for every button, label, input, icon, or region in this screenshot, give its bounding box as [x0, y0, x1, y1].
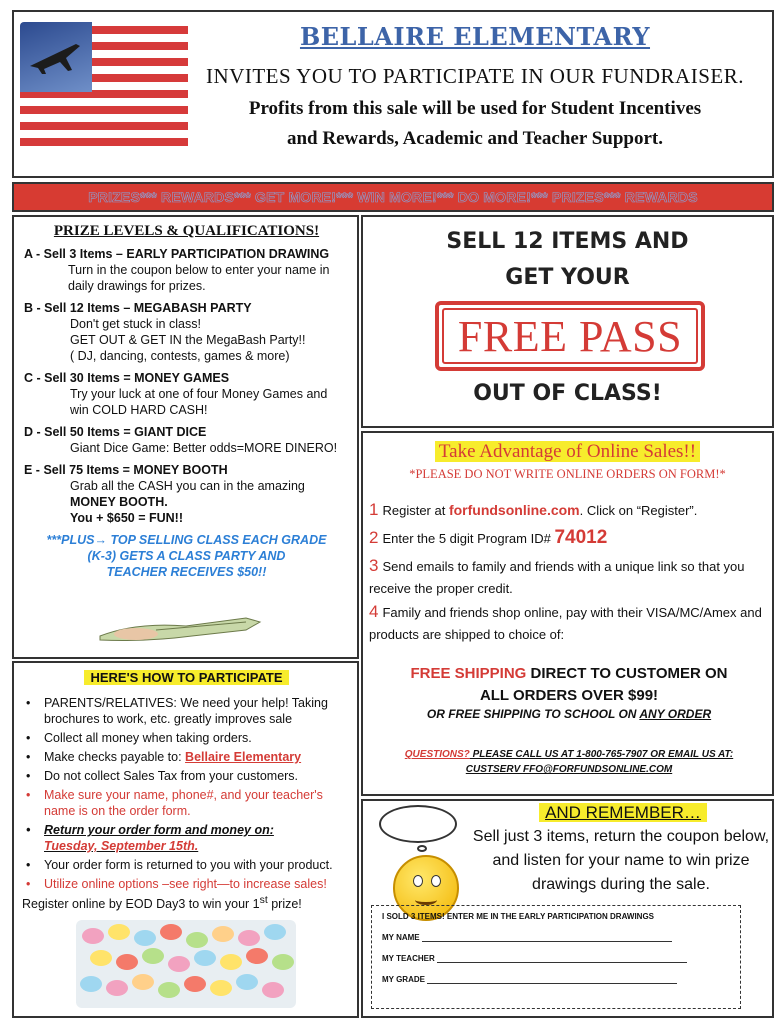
step-1-post: . Click on “Register”. — [579, 503, 698, 518]
step-2-number: 2 — [369, 528, 379, 547]
sell-12-line: SELL 12 ITEMS AND — [446, 229, 689, 254]
participate-item: • Make sure your name, phone#, and your teacher's name is on the order form. — [22, 787, 351, 819]
level-e-desc-3: You + $650 = FUN!! — [70, 511, 183, 525]
participate-item-return — [22, 822, 351, 854]
profits-line-1: Profits from this sale will be used for Student Incentives — [248, 98, 702, 119]
ship-to-school-line — [369, 707, 769, 721]
flag-airplane-image — [20, 22, 188, 157]
level-b-desc-2: GET OUT & GET IN the MegaBash Party!! — [70, 333, 306, 347]
prize-level-b — [24, 300, 349, 364]
participate-item: • PARENTS/RELATIVES: We need your help! Taking brochures to work, etc. greatly improves sale — [22, 695, 351, 727]
prize-level-a — [24, 246, 349, 294]
profits-line-2: and Rewards, Academic and Teacher Support. — [286, 128, 663, 149]
free-pass-text: FREE PASS — [442, 308, 698, 364]
payee-name: Bellaire Elementary — [185, 750, 302, 764]
online-step-4 — [369, 601, 767, 646]
participate-item-payable — [22, 749, 351, 765]
top-class-bonus — [24, 532, 349, 580]
ship-rest: DIRECT TO CUSTOMER ON — [526, 665, 728, 682]
register-suffix: prize! — [267, 897, 302, 912]
level-c-head: C - Sell 30 Items = MONEY GAMES — [24, 371, 230, 385]
questions-contact — [369, 747, 769, 777]
participate-item: • Utilize online options –see right—to increase sales! — [22, 876, 351, 892]
coupon-grade-label: MY GRADE — [382, 975, 425, 984]
questions-label: QUESTIONS? — [404, 749, 470, 760]
return-date: Tuesday, September 15th. — [44, 839, 199, 853]
coupon-name-label: MY NAME — [382, 933, 420, 942]
prize-levels-panel — [12, 215, 359, 659]
prize-levels-title: PRIZE LEVELS & QUALIFICATIONS! — [53, 223, 320, 239]
participate-item: • Your order form is returned to you with your product. — [22, 857, 351, 873]
step-4-number: 4 — [369, 602, 379, 621]
remember-title — [473, 803, 773, 823]
coupon-teacher-label: MY TEACHER — [382, 954, 435, 963]
step-4-text: Family and friends shop online, pay with their VISA/MC/Amex and products are shipped to choice of: — [369, 605, 762, 642]
online-sales-title — [363, 441, 772, 463]
remember-title-text: AND REMEMBER… — [539, 803, 707, 822]
thought-bubble-icon — [379, 805, 457, 843]
coupon-row-name — [382, 933, 730, 942]
remember-panel — [361, 799, 774, 1018]
free-pass-stamp — [435, 301, 705, 371]
remember-text: Sell just 3 items, return the coupon below, and listen for your name to win prize drawings during the sale. — [472, 828, 770, 893]
online-step-1 — [369, 499, 767, 522]
ship-school-any: ANY ORDER — [639, 707, 712, 721]
banner-text: PRIZES*** REWARDS*** GET MORE!*** WIN MORE!*** DO MORE!*** PRIZES*** REWARDS — [88, 189, 698, 205]
thought-bubble-tail-icon — [417, 845, 427, 852]
level-b-head: B - Sell 12 Items – MEGABASH PARTY — [24, 301, 252, 315]
step-1-number: 1 — [369, 500, 379, 519]
forfunds-link[interactable]: forfundsonline.com — [448, 502, 580, 518]
plus-line-1: ***PLUS→ TOP SELLING CLASS EACH GRADE — [46, 533, 327, 547]
level-e-desc-2: MONEY BOOTH. — [70, 495, 168, 509]
online-sales-panel — [361, 431, 774, 796]
register-online-line — [22, 895, 351, 911]
coupon-title: I SOLD 3 ITEMS! ENTER ME IN THE EARLY PARTICIPATION DRAWINGS — [382, 912, 655, 921]
prize-level-e — [24, 462, 349, 526]
coupon-row-grade — [382, 975, 730, 984]
level-d-desc-1: Giant Dice Game: Better odds=MORE DINERO! — [70, 441, 338, 455]
airplane-icon — [26, 36, 86, 76]
get-your-line: GET YOUR — [505, 265, 630, 290]
school-title: BELLAIRE ELEMENTARY — [299, 22, 651, 51]
support-email[interactable]: CUSTSERV FFO@FORFUNDSONLINE.COM — [465, 764, 673, 775]
ship-school-pre: OR FREE SHIPPING TO SCHOOL ON — [426, 707, 640, 721]
level-a-desc-2: daily drawings for prizes. — [68, 279, 206, 293]
coupon-grade-field[interactable] — [427, 975, 677, 984]
ship-line-2: ALL ORDERS OVER $99! — [479, 687, 659, 704]
payable-label: Make checks payable to: — [44, 750, 186, 764]
free-pass-panel — [361, 215, 774, 428]
step-2-pre: Enter the 5 digit Program ID# — [382, 531, 551, 546]
participate-item: • Do not collect Sales Tax from your customers. — [22, 768, 351, 784]
questions-rest: PLEASE CALL US AT 1-800-765-7907 OR EMAIL US AT: — [469, 749, 734, 760]
step-3-text: Send emails to family and friends with a unique link so that you receive the proper credit. — [369, 559, 745, 596]
coupon-row-teacher — [382, 954, 730, 963]
register-sup: st — [259, 895, 268, 906]
prizes-banner — [12, 182, 774, 212]
online-step-3 — [369, 555, 767, 600]
participate-title-text: HERE'S HOW TO PARTICIPATE — [84, 670, 288, 685]
level-a-desc-1: Turn in the coupon below to enter your name in — [68, 263, 330, 277]
free-shipping-line — [369, 663, 769, 707]
plus-line-3: TEACHER RECEIVES $50!! — [106, 565, 267, 579]
level-c-desc-1: Try your luck at one of four Money Games and — [70, 387, 328, 401]
step-1-pre: Register at — [382, 503, 449, 518]
plus-line-2: (K-3) GETS A CLASS PARTY AND — [87, 549, 286, 563]
participate-title — [22, 669, 351, 687]
level-c-desc-2: win COLD HARD CASH! — [70, 403, 208, 417]
profits-text — [190, 94, 760, 154]
level-a-head: A - Sell 3 Items – EARLY PARTICIPATION DRAWING — [24, 247, 330, 261]
level-e-head: E - Sell 75 Items = MONEY BOOTH — [24, 463, 228, 477]
level-d-head: D - Sell 50 Items = GIANT DICE — [24, 425, 207, 439]
level-e-desc-1: Grab all the CASH you can in the amazing — [70, 479, 305, 493]
online-step-2 — [369, 527, 767, 550]
return-label: Return your order form and money on: — [44, 823, 274, 837]
online-orders-note: *PLEASE DO NOT WRITE ONLINE ORDERS ON FORM!* — [409, 467, 726, 481]
step-3-number: 3 — [369, 556, 379, 575]
drawing-coupon — [371, 905, 741, 1009]
coupon-name-field[interactable] — [422, 933, 672, 942]
out-of-class-line: OUT OF CLASS! — [473, 381, 662, 406]
free-shipping-label: FREE SHIPPING — [410, 665, 527, 682]
participate-item: • Collect all money when taking orders. — [22, 730, 351, 746]
invites-line: INVITES YOU TO PARTICIPATE IN OUR FUNDRAISER. — [206, 64, 744, 88]
program-id: 74012 — [554, 527, 608, 548]
level-b-desc-1: Don't get stuck in class! — [70, 317, 201, 331]
prize-level-d — [24, 424, 349, 456]
register-prefix: Register online by EOD Day3 to win your 1 — [22, 897, 260, 912]
prize-level-c — [24, 370, 349, 418]
candy-image — [76, 920, 296, 1008]
online-title-text: Take Advantage of Online Sales!! — [435, 441, 700, 462]
level-b-desc-3: ( DJ, dancing, contests, games & more) — [70, 349, 290, 363]
cash-hand-image — [96, 612, 266, 642]
coupon-teacher-field[interactable] — [437, 954, 687, 963]
